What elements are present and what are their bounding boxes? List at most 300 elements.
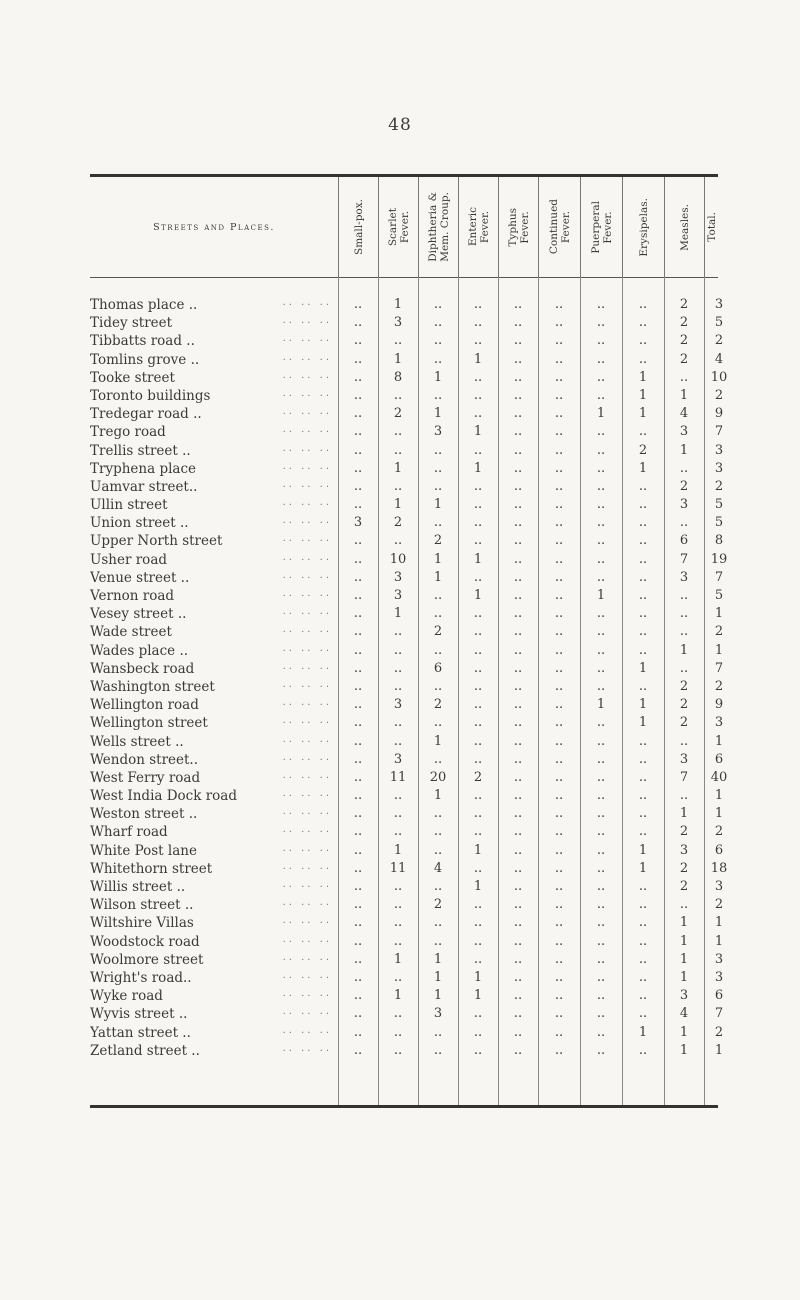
table-row — [90, 1024, 724, 1043]
count-cell: .. — [353, 733, 363, 749]
header-total: Total. — [704, 177, 719, 277]
count-cell: .. — [393, 333, 403, 349]
table-row — [90, 678, 724, 697]
count-cell: .. — [353, 806, 363, 822]
count-cell: .. — [353, 897, 363, 913]
header-small-pox: Small-pox. — [338, 177, 379, 277]
count-cell: 7 — [714, 1006, 724, 1022]
count-cell: .. — [596, 533, 606, 549]
count-cell: 1 — [679, 806, 689, 822]
count-cell: .. — [473, 333, 483, 349]
header-enteric-fever: Enteric Fever. — [458, 177, 499, 277]
count-cell: .. — [513, 606, 523, 622]
count-cell: 1 — [433, 497, 443, 513]
count-cell: 1 — [433, 733, 443, 749]
count-cell: .. — [353, 497, 363, 513]
count-cell: .. — [513, 497, 523, 513]
street-name: Vesey street .. — [90, 606, 190, 622]
count-cell: 1 — [714, 1042, 724, 1058]
count-cell: .. — [596, 642, 606, 658]
count-cell: 1 — [679, 969, 689, 985]
count-cell: .. — [554, 824, 564, 840]
dot-leader: .. .. .. — [282, 824, 332, 836]
count-cell: .. — [393, 788, 403, 804]
count-cell: 7 — [714, 569, 724, 585]
count-cell: 2 — [679, 715, 689, 731]
table-row — [90, 915, 724, 933]
street-name: Yattan street .. — [90, 1025, 195, 1041]
header-measles: Measles. — [664, 177, 705, 277]
count-cell: .. — [513, 951, 523, 967]
count-cell: .. — [513, 879, 523, 894]
count-cell: .. — [473, 951, 483, 967]
street-place-cell — [90, 861, 338, 877]
count-cell: 1 — [473, 988, 483, 1004]
count-cell: .. — [513, 533, 523, 549]
count-cell: 11 — [389, 769, 407, 785]
count-cell: .. — [513, 751, 523, 767]
street-place-cell — [90, 479, 338, 495]
count-cell: 1 — [433, 569, 443, 585]
count-cell: 2 — [679, 315, 689, 331]
count-cell: .. — [596, 897, 606, 913]
count-cell: .. — [473, 369, 483, 385]
count-cell: 1 — [638, 860, 648, 876]
count-cell: .. — [353, 351, 363, 367]
street-place-cell — [90, 843, 338, 859]
count-cell: .. — [596, 351, 606, 367]
table-row — [90, 533, 724, 551]
table-row — [90, 806, 724, 824]
street-name: Wade street — [90, 624, 176, 640]
count-cell: .. — [433, 333, 443, 349]
street-name: Wades place .. — [90, 643, 192, 659]
count-cell: .. — [353, 551, 363, 567]
count-cell: 1 — [596, 697, 606, 713]
count-cell: 3 — [393, 315, 403, 331]
street-place-cell — [90, 388, 338, 404]
dot-leader: .. .. .. — [282, 751, 332, 763]
count-cell: .. — [353, 860, 363, 876]
count-cell: .. — [638, 751, 648, 767]
count-cell: 4 — [679, 1006, 689, 1022]
count-cell: .. — [433, 806, 443, 822]
street-name: Vernon road — [90, 588, 178, 604]
count-cell: .. — [433, 351, 443, 367]
count-cell: 1 — [679, 951, 689, 967]
count-cell: .. — [596, 333, 606, 349]
dot-leader: .. .. .. — [282, 642, 332, 654]
count-cell: 3 — [433, 1006, 443, 1022]
count-cell: .. — [353, 1024, 363, 1040]
street-name: Tredegar road .. — [90, 406, 206, 422]
count-cell: .. — [513, 678, 523, 694]
dot-leader: .. .. .. — [282, 1024, 332, 1036]
street-place-cell — [90, 443, 338, 459]
count-cell: .. — [638, 606, 648, 622]
street-name: Zetland street .. — [90, 1043, 204, 1059]
count-cell: .. — [638, 333, 648, 349]
count-cell: 1 — [638, 697, 648, 713]
dot-leader: .. .. .. — [282, 715, 332, 727]
count-cell: 1 — [433, 406, 443, 422]
count-cell: .. — [638, 1006, 648, 1022]
count-cell: .. — [679, 515, 689, 531]
street-place-cell — [90, 1043, 338, 1059]
dot-leader: .. .. .. — [282, 569, 332, 581]
count-cell: .. — [353, 842, 363, 858]
count-cell: 1 — [679, 933, 689, 949]
count-cell: 1 — [679, 387, 689, 403]
count-cell: .. — [554, 733, 564, 749]
count-cell: .. — [679, 897, 689, 913]
count-cell: .. — [433, 879, 443, 894]
table-row — [90, 588, 724, 606]
count-cell: 4 — [714, 351, 724, 367]
dot-leader: .. .. .. — [282, 806, 332, 818]
count-cell: 1 — [714, 788, 724, 804]
count-cell: .. — [513, 369, 523, 385]
count-cell: 4 — [433, 860, 443, 876]
header-erysipelas: Erysipelas. — [622, 177, 665, 277]
street-place-cell — [90, 879, 338, 895]
count-cell: 1 — [679, 442, 689, 458]
count-cell: .. — [596, 497, 606, 513]
table-row — [90, 424, 724, 442]
count-cell: 2 — [714, 1024, 724, 1040]
count-cell: .. — [473, 406, 483, 422]
count-cell: 5 — [714, 588, 724, 603]
street-name: Thomas place .. — [90, 297, 201, 313]
table-row — [90, 406, 724, 424]
count-cell: .. — [596, 860, 606, 876]
count-cell: 2 — [714, 333, 724, 349]
dot-leader: .. .. .. — [282, 424, 332, 436]
count-cell: 2 — [393, 515, 403, 531]
count-cell: .. — [554, 715, 564, 731]
count-cell: .. — [638, 769, 648, 785]
count-cell: .. — [596, 424, 606, 440]
table-row — [90, 969, 724, 988]
dot-leader: .. .. .. — [282, 842, 332, 854]
table-row — [90, 624, 724, 642]
count-cell: .. — [596, 297, 606, 312]
count-cell: 3 — [679, 569, 689, 585]
count-cell: .. — [638, 569, 648, 585]
count-cell: 3 — [714, 969, 724, 985]
count-cell: .. — [473, 515, 483, 531]
count-cell: .. — [353, 624, 363, 640]
count-cell: 1 — [433, 988, 443, 1004]
count-cell: .. — [473, 1024, 483, 1040]
dot-leader: .. .. .. — [282, 933, 332, 945]
count-cell: 1 — [433, 369, 443, 385]
count-cell: .. — [393, 1006, 403, 1022]
count-cell: .. — [353, 642, 363, 658]
street-name: Wyvis street .. — [90, 1006, 191, 1022]
table-row — [90, 442, 724, 461]
count-cell: 7 — [679, 769, 689, 785]
count-cell: 2 — [714, 824, 724, 840]
count-cell: 8 — [714, 533, 724, 549]
table-header — [90, 177, 718, 278]
count-cell: 5 — [714, 515, 724, 531]
table-row — [90, 551, 728, 570]
count-cell: .. — [554, 678, 564, 694]
dot-leader: .. .. .. — [282, 1042, 332, 1054]
count-cell: 1 — [393, 351, 403, 367]
table-row — [90, 951, 724, 970]
street-name: West Ferry road — [90, 770, 204, 786]
count-cell: 6 — [433, 660, 443, 676]
street-place-cell — [90, 897, 338, 913]
count-cell: .. — [393, 897, 403, 913]
count-cell: 3 — [714, 715, 724, 731]
dot-leader: .. .. .. — [282, 533, 332, 545]
count-cell: 1 — [638, 369, 648, 385]
street-name: Woolmore street — [90, 952, 207, 968]
street-name: Tibbatts road .. — [90, 333, 199, 349]
count-cell: .. — [393, 1042, 403, 1058]
count-cell: 1 — [473, 842, 483, 858]
street-place-cell — [90, 715, 338, 731]
count-cell: 1 — [433, 969, 443, 985]
street-place-cell — [90, 570, 338, 586]
dot-leader: .. .. .. — [282, 951, 332, 963]
dot-leader: .. .. .. — [282, 697, 332, 709]
count-cell: .. — [473, 642, 483, 658]
count-cell: .. — [473, 660, 483, 676]
count-cell: .. — [393, 933, 403, 949]
table-row — [90, 478, 724, 497]
table-row — [90, 751, 724, 770]
count-cell: .. — [473, 933, 483, 949]
count-cell: .. — [638, 1042, 648, 1058]
dot-leader: .. .. .. — [282, 297, 332, 308]
count-cell: .. — [679, 369, 689, 385]
count-cell: .. — [596, 842, 606, 858]
street-name: Whitethorn street — [90, 861, 216, 877]
street-place-cell — [90, 406, 338, 422]
dot-leader: .. .. .. — [282, 915, 332, 927]
count-cell: .. — [554, 769, 564, 785]
count-cell: 3 — [393, 751, 403, 767]
count-cell: .. — [638, 824, 648, 840]
dot-leader: .. .. .. — [282, 406, 332, 418]
table-row — [90, 642, 724, 661]
count-cell: .. — [393, 442, 403, 458]
street-name: White Post lane — [90, 843, 201, 859]
count-cell: .. — [513, 387, 523, 403]
dot-leader: .. .. .. — [282, 969, 332, 981]
count-cell: .. — [596, 478, 606, 494]
count-cell: 6 — [679, 533, 689, 549]
count-cell: 7 — [714, 424, 724, 440]
count-cell: 3 — [393, 697, 403, 713]
table-row — [90, 788, 724, 806]
street-place-cell — [90, 297, 338, 313]
table-row — [90, 1006, 724, 1024]
count-cell: .. — [473, 297, 483, 312]
street-place-cell — [90, 370, 338, 386]
count-cell: .. — [513, 588, 523, 603]
table-row — [90, 824, 724, 842]
count-cell: .. — [554, 333, 564, 349]
count-cell: .. — [433, 824, 443, 840]
count-cell: .. — [393, 678, 403, 694]
street-place-cell — [90, 679, 338, 695]
count-cell: .. — [554, 569, 564, 585]
table-row — [90, 351, 724, 370]
count-cell: .. — [433, 297, 443, 312]
count-cell: .. — [513, 788, 523, 804]
table-row — [90, 297, 724, 315]
header-streets-and-places: Streets and Places. — [153, 221, 275, 233]
street-name: Wiltshire Villas — [90, 915, 198, 931]
table-row — [90, 897, 724, 915]
count-cell: 1 — [638, 1024, 648, 1040]
table-row — [90, 879, 724, 897]
count-cell: 1 — [393, 951, 403, 967]
count-cell: .. — [353, 1006, 363, 1022]
street-place-cell — [90, 661, 338, 677]
street-place-cell — [90, 915, 338, 931]
count-cell: .. — [473, 387, 483, 403]
count-cell: 1 — [473, 969, 483, 985]
count-cell: 3 — [679, 497, 689, 513]
dot-leader: .. .. .. — [282, 897, 332, 909]
count-cell: .. — [473, 1042, 483, 1058]
count-cell: .. — [554, 515, 564, 531]
dot-leader: .. .. .. — [282, 1006, 332, 1018]
count-cell: .. — [554, 369, 564, 385]
count-cell: .. — [513, 478, 523, 494]
count-cell: 3 — [714, 297, 724, 312]
count-cell: 9 — [714, 406, 724, 422]
street-place-cell — [90, 624, 338, 640]
count-cell: .. — [433, 515, 443, 531]
count-cell: .. — [393, 715, 403, 731]
dot-leader: .. .. .. — [282, 497, 332, 509]
count-cell: .. — [513, 569, 523, 585]
table-row — [90, 660, 724, 679]
street-name: Wharf road — [90, 824, 172, 840]
count-cell: 18 — [710, 860, 728, 876]
count-cell: .. — [554, 642, 564, 658]
count-cell: .. — [638, 297, 648, 312]
count-cell: .. — [554, 806, 564, 822]
table-row — [90, 333, 724, 351]
count-cell: .. — [513, 642, 523, 658]
count-cell: .. — [393, 533, 403, 549]
count-cell: .. — [679, 624, 689, 640]
street-name: Washington street — [90, 679, 219, 695]
count-cell: .. — [554, 969, 564, 985]
count-cell: 6 — [714, 988, 724, 1004]
count-cell: .. — [596, 387, 606, 403]
count-cell: .. — [513, 1006, 523, 1022]
count-cell: .. — [638, 533, 648, 549]
count-cell: .. — [513, 860, 523, 876]
count-cell: 1 — [714, 915, 724, 931]
dot-leader: .. .. .. — [282, 733, 332, 745]
count-cell: 3 — [353, 515, 363, 531]
street-name: Wells street .. — [90, 734, 188, 750]
table-row — [90, 497, 724, 515]
count-cell: 3 — [714, 442, 724, 458]
dot-leader: .. .. .. — [282, 769, 332, 781]
count-cell: 1 — [473, 351, 483, 367]
count-cell: .. — [554, 315, 564, 331]
street-name: Wellington street — [90, 715, 212, 731]
count-cell: .. — [513, 515, 523, 531]
count-cell: 1 — [433, 788, 443, 804]
street-place-cell — [90, 333, 338, 349]
count-cell: .. — [393, 806, 403, 822]
count-cell: .. — [596, 788, 606, 804]
street-place-cell — [90, 734, 338, 750]
street-name: Union street .. — [90, 515, 193, 531]
count-cell: 2 — [679, 351, 689, 367]
dot-leader: .. .. .. — [282, 606, 332, 618]
count-cell: 2 — [714, 387, 724, 403]
count-cell: .. — [596, 1024, 606, 1040]
count-cell: 1 — [638, 660, 648, 676]
count-cell: 1 — [473, 424, 483, 440]
count-cell: .. — [554, 424, 564, 440]
header-scarlet-fever: Scarlet Fever. — [378, 177, 419, 277]
count-cell: .. — [353, 333, 363, 349]
count-cell: .. — [596, 733, 606, 749]
count-cell: .. — [554, 751, 564, 767]
count-cell: .. — [554, 387, 564, 403]
street-place-cell — [90, 552, 338, 568]
count-cell: .. — [638, 588, 648, 603]
count-cell: 9 — [714, 697, 724, 713]
table-row — [90, 1042, 724, 1061]
street-place-cell — [90, 752, 338, 768]
count-cell: .. — [679, 588, 689, 603]
count-cell: .. — [353, 988, 363, 1004]
count-cell: .. — [353, 478, 363, 494]
street-name: Uamvar street.. — [90, 479, 201, 495]
dot-leader: .. .. .. — [282, 624, 332, 636]
count-cell: .. — [433, 933, 443, 949]
dot-leader: .. .. .. — [282, 442, 332, 454]
count-cell: .. — [473, 806, 483, 822]
dot-leader: .. .. .. — [282, 551, 332, 563]
count-cell: .. — [596, 879, 606, 894]
count-cell: .. — [473, 678, 483, 694]
count-cell: 19 — [710, 551, 728, 567]
count-cell: 1 — [714, 606, 724, 622]
table-row — [90, 515, 724, 533]
count-cell: 1 — [393, 988, 403, 1004]
count-cell: .. — [638, 624, 648, 640]
count-cell: .. — [513, 424, 523, 440]
street-name: Venue street .. — [90, 570, 193, 586]
count-cell: .. — [554, 624, 564, 640]
count-cell: .. — [473, 915, 483, 931]
count-cell: 2 — [433, 697, 443, 713]
count-cell: 1 — [638, 387, 648, 403]
count-cell: .. — [554, 478, 564, 494]
count-cell: .. — [353, 1042, 363, 1058]
street-name: Wansbeck road — [90, 661, 198, 677]
count-cell: .. — [596, 369, 606, 385]
street-name: West India Dock road — [90, 788, 241, 804]
count-cell: .. — [473, 897, 483, 913]
